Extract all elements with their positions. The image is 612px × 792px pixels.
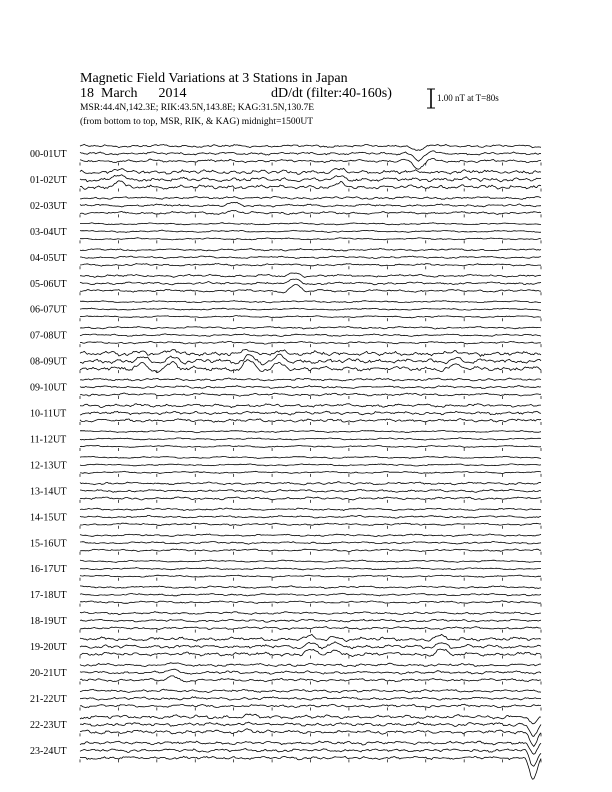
- trace-kag: [80, 586, 541, 589]
- trace-rik: [80, 354, 541, 365]
- minute-ticks: [80, 370, 541, 373]
- scale-bar: [427, 89, 435, 108]
- hour-label: 08-09UT: [30, 356, 67, 368]
- trace-rik: [80, 202, 541, 207]
- trace-kag: [80, 196, 541, 199]
- station-order-note: (from bottom to top, MSR, RIK, & KAG) midnight=1500UT: [80, 117, 314, 127]
- hour-row: [30, 404, 541, 425]
- hour-label: 02-03UT: [30, 200, 67, 212]
- trace-kag: [80, 144, 541, 150]
- hour-row: [30, 349, 541, 373]
- trace-rik: [80, 669, 541, 674]
- hour-row: [30, 249, 541, 270]
- trace-kag: [80, 456, 541, 458]
- trace-msr: [80, 264, 541, 267]
- hour-label: 19-20UT: [30, 642, 67, 654]
- trace-rik: [80, 334, 541, 337]
- hour-row: [30, 273, 541, 295]
- hour-row: [30, 327, 541, 348]
- trace-kag: [80, 223, 541, 225]
- hour-row: [30, 430, 541, 451]
- trace-msr: [80, 704, 541, 708]
- minute-ticks: [80, 318, 541, 321]
- hour-row: [30, 586, 541, 607]
- hour-row: [30, 612, 541, 633]
- date-day: 18: [80, 86, 94, 101]
- trace-rik: [80, 489, 541, 492]
- minute-ticks: [80, 448, 541, 451]
- trace-msr: [80, 210, 541, 214]
- hour-label: 03-04UT: [30, 226, 67, 238]
- minute-ticks: [80, 188, 541, 191]
- trace-msr: [80, 471, 541, 473]
- trace-kag: [80, 741, 541, 754]
- hour-row: [30, 508, 541, 529]
- trace-msr: [80, 393, 541, 396]
- minute-ticks: [80, 163, 541, 166]
- trace-msr: [80, 285, 541, 293]
- trace-rik: [80, 464, 541, 466]
- hour-row: [30, 168, 541, 191]
- date-year: 2014: [158, 86, 187, 101]
- minute-ticks: [80, 656, 541, 659]
- hour-row: [30, 144, 541, 169]
- trace-msr: [80, 316, 541, 318]
- trace-msr: [80, 341, 541, 344]
- trace-msr: [80, 627, 541, 630]
- trace-rik: [80, 697, 541, 700]
- trace-kag: [80, 273, 541, 277]
- hour-row: [30, 223, 541, 244]
- trace-kag: [80, 534, 541, 537]
- hour-label: 10-11UT: [30, 408, 67, 420]
- minute-ticks: [80, 344, 541, 347]
- hour-row: [30, 741, 541, 779]
- minute-ticks: [80, 214, 541, 217]
- hour-label: 22-23UT: [30, 719, 67, 731]
- trace-kag: [80, 430, 541, 432]
- hour-row: [30, 634, 541, 658]
- trace-msr: [80, 549, 541, 552]
- trace-msr: [80, 649, 541, 657]
- minute-ticks: [80, 292, 541, 295]
- trace-rik: [80, 438, 541, 440]
- trace-kag: [80, 689, 541, 693]
- hour-label: 09-10UT: [30, 382, 67, 394]
- trace-rik: [80, 230, 541, 232]
- trace-rik: [80, 593, 541, 596]
- trace-kag: [80, 168, 541, 174]
- hour-label: 13-14UT: [30, 486, 67, 498]
- minute-ticks: [80, 630, 541, 633]
- trace-kag: [80, 349, 541, 356]
- trace-msr: [80, 497, 541, 500]
- hour-label: 23-24UT: [30, 745, 67, 757]
- minute-ticks: [80, 500, 541, 503]
- minute-ticks: [80, 604, 541, 607]
- filter-label: dD/dt (filter:40-160s): [271, 86, 392, 101]
- trace-rik: [80, 515, 541, 518]
- trace-kag: [80, 378, 541, 381]
- trace-msr: [80, 676, 541, 682]
- station-coordinates: MSR:44.4N,142.3E; RIK:43.5N,143.8E; KAG:31.5N,130.7E: [80, 103, 315, 113]
- minute-ticks: [80, 707, 541, 710]
- trace-kag: [80, 508, 541, 511]
- trace-msr: [80, 575, 541, 577]
- hour-row: [30, 482, 541, 503]
- hour-label: 18-19UT: [30, 616, 67, 628]
- trace-msr: [80, 419, 541, 423]
- minute-ticks: [80, 396, 541, 399]
- trace-kag: [80, 560, 541, 562]
- minute-ticks: [80, 552, 541, 555]
- scale-bar-label: 1.00 nT at T=80s: [437, 93, 499, 103]
- minute-ticks: [80, 266, 541, 269]
- hour-label: 11-12UT: [30, 434, 67, 446]
- minute-ticks: [80, 733, 541, 736]
- hour-row: [30, 714, 541, 747]
- trace-kag: [80, 482, 541, 485]
- date-month: March: [101, 86, 138, 101]
- hour-row: [30, 456, 541, 477]
- trace-kag: [80, 612, 541, 615]
- trace-rik: [80, 642, 541, 649]
- hour-label: 12-13UT: [30, 460, 67, 472]
- trace-rik: [80, 308, 541, 310]
- hour-row: [30, 534, 541, 555]
- trace-kag: [80, 249, 541, 252]
- chart-title: Magnetic Field Variations at 3 Stations in Japan: [80, 71, 348, 86]
- trace-rik: [80, 175, 541, 182]
- trace-kag: [80, 714, 541, 724]
- hour-label: 01-02UT: [30, 174, 67, 186]
- trace-kag: [80, 663, 541, 667]
- trace-rik: [80, 279, 541, 285]
- hour-row: [30, 689, 541, 710]
- hour-label: 06-07UT: [30, 304, 67, 316]
- hour-label: 20-21UT: [30, 668, 67, 679]
- trace-rik: [80, 256, 541, 259]
- trace-msr: [80, 445, 541, 447]
- trace-rik: [80, 568, 541, 570]
- hour-label: 21-22UT: [30, 693, 67, 705]
- minute-ticks: [80, 474, 541, 477]
- trace-kag: [80, 327, 541, 330]
- hour-row: [30, 663, 541, 685]
- hour-label: 04-05UT: [30, 252, 67, 264]
- minute-ticks: [80, 759, 541, 762]
- hour-label: 15-16UT: [30, 538, 67, 550]
- hour-row: [30, 196, 541, 217]
- trace-msr: [80, 238, 541, 240]
- hour-row: [30, 378, 541, 399]
- trace-kag: [80, 634, 541, 641]
- trace-rik: [80, 541, 541, 544]
- hour-row: [30, 301, 541, 322]
- minute-ticks: [80, 422, 541, 425]
- trace-rik: [80, 619, 541, 622]
- trace-msr: [80, 523, 541, 526]
- minute-ticks: [80, 682, 541, 685]
- hour-label: 00-01UT: [30, 149, 67, 160]
- minute-ticks: [80, 526, 541, 529]
- hour-label: 14-15UT: [30, 512, 67, 524]
- trace-kag: [80, 301, 541, 303]
- trace-msr: [80, 181, 541, 190]
- hour-row: [30, 560, 541, 581]
- hour-label: 05-06UT: [30, 278, 67, 290]
- trace-msr: [80, 601, 541, 604]
- hour-label: 07-08UT: [30, 330, 67, 342]
- trace-rik: [80, 386, 541, 389]
- minute-ticks: [80, 578, 541, 581]
- hour-label: 16-17UT: [30, 564, 67, 576]
- hour-label: 17-18UT: [30, 590, 67, 602]
- trace-rik: [80, 411, 541, 415]
- trace-kag: [80, 404, 541, 408]
- minute-ticks: [80, 240, 541, 243]
